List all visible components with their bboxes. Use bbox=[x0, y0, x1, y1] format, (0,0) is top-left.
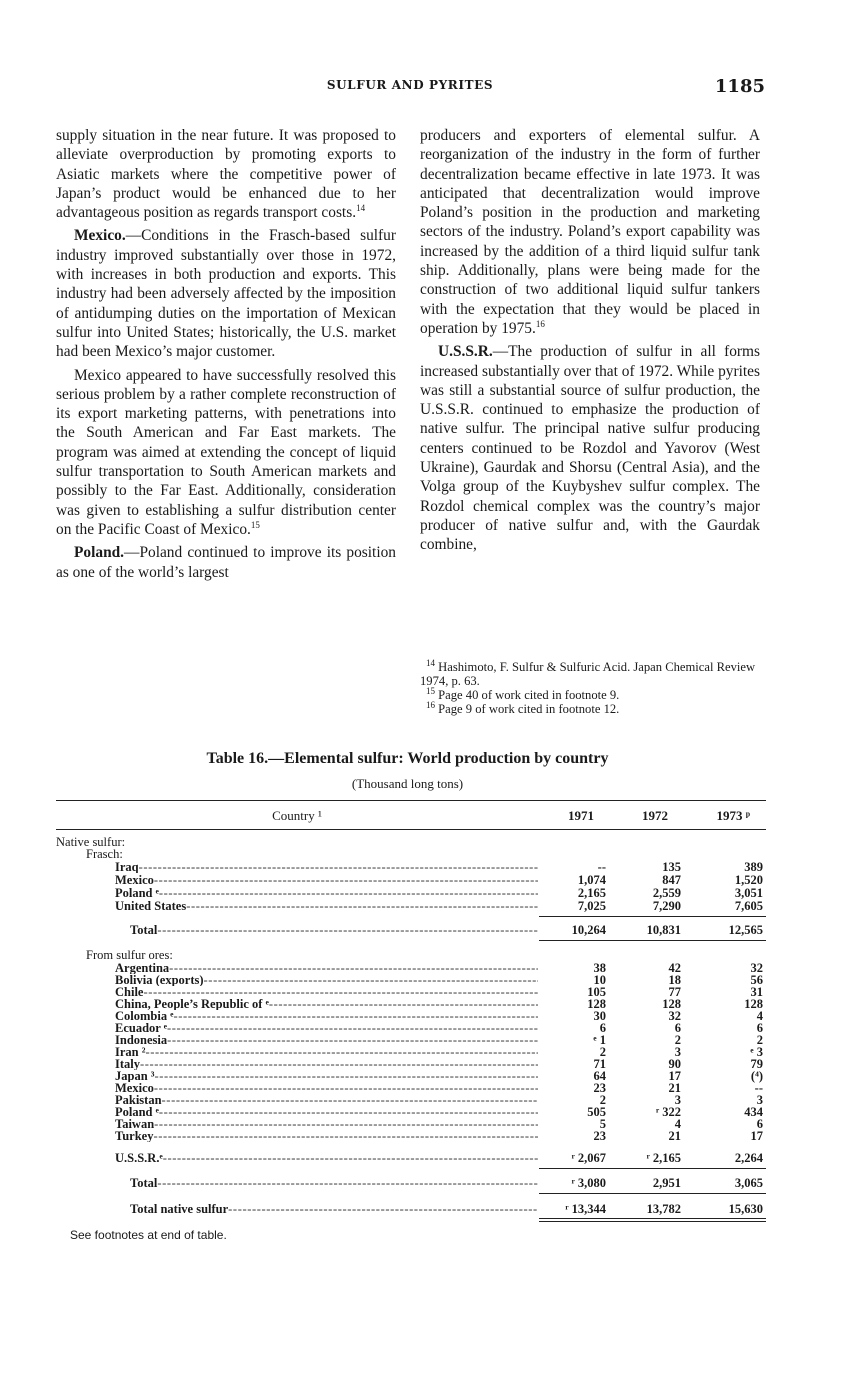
cell-1973: 32 bbox=[750, 961, 763, 975]
row-label: Total ----- bbox=[130, 924, 538, 936]
row-label: Mexico ----- bbox=[115, 1082, 538, 1094]
cell-1972: 77 bbox=[668, 985, 681, 999]
cell-1971: 5 bbox=[599, 1117, 606, 1131]
paragraph-poland: Poland.—Poland continued to improve its position as one of the world’s largest bbox=[56, 544, 396, 581]
row-label: China, People’s Republic of ᵉ ----- bbox=[115, 998, 538, 1010]
cell-1973: 4 bbox=[756, 1009, 763, 1023]
cell-1973: 3 bbox=[756, 1093, 763, 1107]
table-row bbox=[56, 974, 766, 986]
paragraph-mexico: Mexico.—Conditions in the Frasch-based sulfur industry improved substantially over those in 1972, with increases in both production and exports. This industry had been adversely affected by the imposition of antidumping duties on the importation of Mexican sulfur into United States; historically, the U.S. market had been Mexico’s major customer. bbox=[56, 227, 396, 361]
row-label: Colombia ᵉ ----- bbox=[115, 1010, 538, 1022]
page-number: 1185 bbox=[714, 76, 765, 97]
table-row bbox=[56, 874, 766, 886]
cell-1972: 17 bbox=[668, 1069, 681, 1083]
column-header-1973: 1973 ᵖ bbox=[716, 808, 750, 823]
cell-1972: 847 bbox=[662, 873, 681, 887]
table-row bbox=[56, 986, 766, 998]
section-heading-mexico: Mexico. bbox=[74, 227, 126, 245]
row-label: Total native sulfur ----- bbox=[130, 1203, 538, 1215]
grand-total-rule bbox=[539, 1218, 766, 1222]
cell-1971: 10,264 bbox=[571, 923, 606, 937]
cell-1971: 505 bbox=[587, 1105, 606, 1119]
table-row-total bbox=[56, 924, 766, 936]
table-row bbox=[56, 949, 766, 961]
table-row bbox=[56, 1046, 766, 1058]
cell-1973: 7,605 bbox=[734, 899, 763, 913]
paragraph: producers and exporters of elemental sulfur. A reorganization of the industry in the form of further decentralization became effective in late 1973. It was anticipated that decentralization would improve Poland’s position in the production and marketing sectors of the industry. Poland’s export capability was increased by the addition of a third liquid sulfur tank ship. Additionally, plans were being made for the construction of two additional liquid sulfur tankers with the expectation that they would be placed in operation by 1975.16 bbox=[420, 127, 760, 337]
footnotes bbox=[420, 657, 765, 716]
cell-1972: 90 bbox=[668, 1057, 681, 1071]
column-header-1972: 1972 bbox=[642, 808, 668, 823]
table-row bbox=[56, 998, 766, 1010]
cell-1971: 6 bbox=[599, 1021, 606, 1035]
table-row bbox=[56, 1152, 766, 1164]
column-header-country: Country ¹ bbox=[272, 808, 322, 823]
table-row bbox=[56, 1034, 766, 1046]
cell-1973: 6 bbox=[756, 1021, 763, 1035]
row-label: Argentina ----- bbox=[115, 962, 538, 974]
table-row bbox=[56, 861, 766, 873]
cell-1971: 38 bbox=[593, 961, 606, 975]
table-header-rule bbox=[56, 829, 766, 830]
row-label: Japan ³ ----- bbox=[115, 1070, 538, 1082]
row-label: Poland ᵉ ----- bbox=[115, 1106, 538, 1118]
cell-1971: 7,025 bbox=[577, 899, 606, 913]
cell-1972: 128 bbox=[662, 997, 681, 1011]
cell-1972: 6 bbox=[674, 1021, 681, 1035]
paragraph: supply situation in the near future. It was proposed to alleviate overproduction by promoting exports to Asiatic markets where the competitive power of Japan’s product would be enhanced due to her advantageous position as regards transport costs.$^{14}$ bbox=[56, 127, 396, 222]
table-row-grand-total bbox=[56, 1203, 766, 1215]
cell-1971: 2 bbox=[599, 1093, 606, 1107]
cell-1971: 23 bbox=[593, 1081, 606, 1095]
table-row bbox=[56, 848, 766, 860]
cell-1972: 32 bbox=[668, 1009, 681, 1023]
row-label: Italy ----- bbox=[115, 1058, 538, 1070]
row-label: Bolivia (exports) ----- bbox=[115, 974, 538, 986]
row-label: Iraq ----- bbox=[115, 861, 538, 873]
cell-1972: 2,951 bbox=[652, 1176, 681, 1190]
table-row bbox=[56, 1058, 766, 1070]
table-row bbox=[56, 1070, 766, 1082]
row-label: Taiwan ----- bbox=[115, 1118, 538, 1130]
cell-1973: (⁴) bbox=[750, 1069, 763, 1083]
table-top-rule bbox=[56, 800, 766, 801]
table-note: See footnotes at end of table. bbox=[70, 1228, 227, 1242]
cell-1971: ᵉ 1 bbox=[593, 1033, 606, 1047]
cell-1973: ᵉ 3 bbox=[750, 1045, 763, 1059]
cell-1973: 434 bbox=[744, 1105, 763, 1119]
row-label: United States ----- bbox=[115, 900, 538, 912]
table-row bbox=[56, 1106, 766, 1118]
cell-1972: ʳ 322 bbox=[655, 1105, 681, 1119]
cell-1971: 105 bbox=[587, 985, 606, 999]
cell-1973: 17 bbox=[750, 1129, 763, 1143]
table-title: Table 16.—Elemental sulfur: World production by country bbox=[206, 750, 609, 767]
row-label: Ecuador ᵉ ----- bbox=[115, 1022, 538, 1034]
cell-1971: 2 bbox=[599, 1045, 606, 1059]
cell-1972: 10,831 bbox=[646, 923, 681, 937]
cell-1971: -- bbox=[597, 860, 606, 874]
cell-1972: 3 bbox=[674, 1045, 681, 1059]
cell-1971: ʳ 3,080 bbox=[571, 1176, 606, 1190]
cell-1973: 3,065 bbox=[734, 1176, 763, 1190]
cell-1972: 7,290 bbox=[652, 899, 681, 913]
cell-1972: 21 bbox=[668, 1129, 681, 1143]
cell-1971: 2,165 bbox=[577, 886, 606, 900]
cell-1972: 3 bbox=[674, 1093, 681, 1107]
cell-1973: 15,630 bbox=[728, 1202, 763, 1216]
footnote: $^{14}$ Hashimoto, F. Sulfur & Sulfuric Acid. Japan Chemical Review 1974, p. 63. bbox=[420, 657, 756, 688]
text-column-left bbox=[56, 126, 396, 586]
cell-1973: 1,520 bbox=[734, 873, 763, 887]
cell-1973: 56 bbox=[750, 973, 763, 987]
row-label: U.S.S.R.ᵉ ----- bbox=[115, 1152, 538, 1164]
column-header-1971: 1971 bbox=[568, 808, 594, 823]
row-label: Mexico ----- bbox=[115, 874, 538, 886]
cell-1972: 18 bbox=[668, 973, 681, 987]
cell-1973: 31 bbox=[750, 985, 763, 999]
cell-1971: 23 bbox=[593, 1129, 606, 1143]
row-label: Total ----- bbox=[130, 1177, 538, 1189]
table-row bbox=[56, 962, 766, 974]
cell-1971: ʳ 2,067 bbox=[571, 1151, 606, 1165]
row-label: Indonesia ----- bbox=[115, 1034, 538, 1046]
subtotal-rule bbox=[539, 1168, 766, 1169]
table-row bbox=[56, 900, 766, 912]
cell-1973: 6 bbox=[756, 1117, 763, 1131]
cell-1973: 128 bbox=[744, 997, 763, 1011]
table-row bbox=[56, 1010, 766, 1022]
row-label: Iran ² ----- bbox=[115, 1046, 538, 1058]
cell-1972: 42 bbox=[668, 961, 681, 975]
cell-1972: 2,559 bbox=[652, 886, 681, 900]
total-rule bbox=[539, 1193, 766, 1194]
footnote: $^{15}$ Page 40 of work cited in footnote 9. bbox=[426, 685, 620, 702]
cell-1973: 12,565 bbox=[728, 923, 763, 937]
cell-1973: -- bbox=[754, 1081, 763, 1095]
cell-1972: 2 bbox=[674, 1033, 681, 1047]
cell-1972: 135 bbox=[662, 860, 681, 874]
section-heading-ussr: U.S.S.R. bbox=[438, 343, 493, 361]
cell-1971: 30 bbox=[593, 1009, 606, 1023]
footnote: $^{16}$ Page 9 of work cited in footnote 12. bbox=[426, 699, 620, 716]
row-label: From sulfur ores: bbox=[86, 949, 173, 961]
table-row bbox=[56, 1022, 766, 1034]
cell-1973: 79 bbox=[750, 1057, 763, 1071]
cell-1973: 389 bbox=[744, 860, 763, 874]
paragraph-ussr: U.S.S.R.—The production of sulfur in all forms increased substantially over that of 1972. While pyrites was still a substantial source of sulfur production, the U.S.S.R. continued to emphasize the production of native sulfur. The principal native sulfur producing centers continued to be Rozdol and Yavorov (West Ukraine), Gaurdak and Shorsu (Central Asia), and the Volga group of the Kuybyshev sulfur complex. The Rozdol chemical complex was the country’s major producer of native sulfur and, with the Gaurdak combine, bbox=[420, 343, 760, 554]
cell-1972: 21 bbox=[668, 1081, 681, 1095]
row-label: Frasch: bbox=[86, 848, 123, 860]
table-row-total bbox=[56, 1177, 766, 1189]
cell-1971: 71 bbox=[593, 1057, 606, 1071]
running-title: SULFUR AND PYRITES bbox=[326, 78, 494, 92]
cell-1973: 2,264 bbox=[734, 1151, 763, 1165]
cell-1971: 64 bbox=[593, 1069, 606, 1083]
cell-1971: 128 bbox=[587, 997, 606, 1011]
table-row bbox=[56, 1082, 766, 1094]
cell-1972: 4 bbox=[674, 1117, 681, 1131]
row-label: Chile ----- bbox=[115, 986, 538, 998]
cell-1971: 10 bbox=[593, 973, 606, 987]
section-heading-poland: Poland. bbox=[74, 544, 125, 562]
total-rule bbox=[539, 940, 766, 941]
running-head bbox=[0, 76, 865, 100]
cell-1973: 2 bbox=[756, 1033, 763, 1047]
paragraph: Mexico appeared to have successfully resolved this serious problem by a rather complete reconstruction of its export marketing patterns, with penetrations into the South American and Far East markets. The program was aimed at extending the concept of liquid sulfur transportation to South American markets and possibly to the Far East. Additionally, consideration was given to establishing a sulfur distribution center on the Pacific Coast of Mexico.$^{15}$ bbox=[56, 366, 396, 538]
cell-1973: 3,051 bbox=[734, 886, 763, 900]
cell-1971: ʳ 13,344 bbox=[565, 1202, 606, 1216]
table-row bbox=[56, 1118, 766, 1130]
cell-1971: 1,074 bbox=[577, 873, 606, 887]
row-label: Turkey ----- bbox=[115, 1130, 538, 1142]
cell-1972: 13,782 bbox=[646, 1202, 681, 1216]
table-row bbox=[56, 836, 766, 848]
text-column-right bbox=[420, 126, 760, 559]
cell-1972: ʳ 2,165 bbox=[646, 1151, 681, 1165]
row-label: Poland ᵉ ----- bbox=[115, 887, 538, 899]
table-row bbox=[56, 887, 766, 899]
table-row bbox=[56, 1130, 766, 1142]
subtotal-rule bbox=[539, 916, 766, 917]
row-label: Pakistan ----- bbox=[115, 1094, 538, 1106]
row-label: Native sulfur: bbox=[56, 836, 126, 848]
table-subtitle: (Thousand long tons) bbox=[351, 776, 464, 791]
